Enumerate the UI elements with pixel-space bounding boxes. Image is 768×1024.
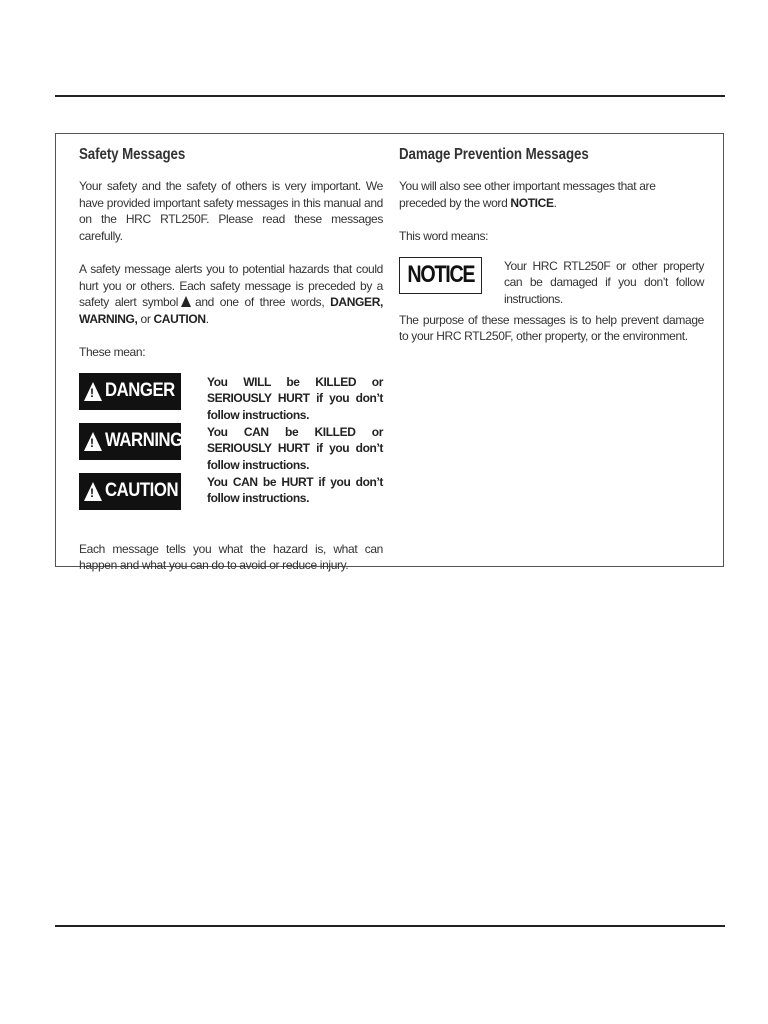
caution-word: CAUTION xyxy=(153,311,206,326)
notice-description: Your HRC RTL250F or other property can be damaged if you don’t follow instructions. xyxy=(504,258,704,306)
notice-intro-text: You will also see other important messages that are preceded by the word xyxy=(399,179,656,210)
safety-messages-column xyxy=(79,146,383,574)
warning-word: WARNING xyxy=(105,430,183,451)
safety-messages-panel xyxy=(55,133,724,572)
danger-description: You WILL be KILLED or SERIOUSLY HURT if you don’t follow instructions. xyxy=(207,374,383,422)
period: . xyxy=(205,311,209,326)
period: . xyxy=(553,195,557,210)
closing-paragraph: Each message tells you what the hazard is, what can happen and what you can do to avoid or reduce injury. xyxy=(79,541,383,572)
danger-warning-words: DANGER, WARNING, xyxy=(79,295,383,326)
safety-alert-text-b: and one of three words, xyxy=(195,295,325,309)
caution-signal-label xyxy=(79,473,181,510)
notice-word: NOTICE xyxy=(510,195,554,210)
safety-alert-text-a: A safety message alerts you to potential hazards that could hurt you or others. Each safety message is preceded by a safety alert symbol xyxy=(79,262,383,309)
warning-label-row xyxy=(79,423,383,472)
damage-prevention-title: Damage Prevention Messages xyxy=(399,146,589,163)
warning-triangle-icon xyxy=(84,432,102,451)
bottom-rule xyxy=(55,925,725,927)
notice-signal-label xyxy=(399,257,482,294)
notice-label-row xyxy=(399,257,704,306)
damage-prevention-column xyxy=(399,146,704,345)
warning-triangle-icon xyxy=(84,382,102,401)
purpose-paragraph: The purpose of these messages is to help prevent damage to your HRC RTL250F, other property, or the environment. xyxy=(399,312,704,343)
danger-word: DANGER xyxy=(105,380,175,401)
danger-label-row xyxy=(79,373,383,422)
these-mean-text: These mean: xyxy=(79,345,146,359)
caution-word-label: CAUTION xyxy=(105,480,179,501)
safety-intro-paragraph: Your safety and the safety of others is very important. We have provided important safety messages in this manual and on the HRC RTL250F. Please read these messages carefully. xyxy=(79,179,383,243)
danger-signal-label xyxy=(79,373,181,410)
warning-triangle-icon xyxy=(84,482,102,501)
top-rule xyxy=(55,95,725,97)
safety-messages-title: Safety Messages xyxy=(79,146,186,163)
warning-signal-label xyxy=(79,423,181,460)
word-means-text: This word means: xyxy=(399,229,489,243)
safety-alert-paragraph xyxy=(79,261,383,327)
caution-description: You CAN be HURT if you don’t follow instructions. xyxy=(207,474,383,505)
warning-description: You CAN be KILLED or SERIOUSLY HURT if you don’t follow instructions. xyxy=(207,424,383,472)
notice-intro-paragraph xyxy=(399,178,704,211)
safety-alert-icon xyxy=(181,296,191,307)
or-word: or xyxy=(140,311,151,326)
notice-label-word: NOTICE xyxy=(407,261,474,288)
caution-label-row xyxy=(79,473,383,511)
